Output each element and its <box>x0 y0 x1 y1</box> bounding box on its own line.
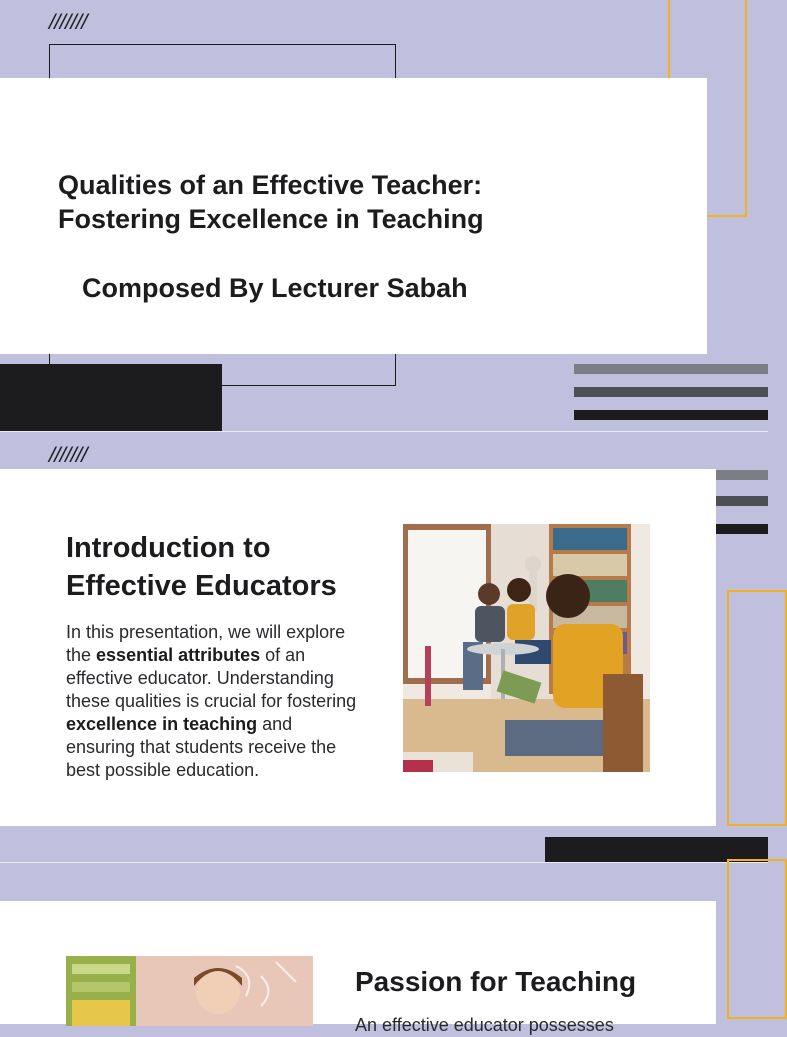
stripe-mid <box>574 387 768 397</box>
title-card <box>0 78 707 354</box>
slide-title-line-2: Fostering Excellence in Teaching <box>58 204 484 234</box>
passion-slide <box>0 863 768 1035</box>
smiling-teacher-photo <box>66 956 313 1026</box>
content-card <box>0 901 716 1035</box>
content-card <box>0 469 716 826</box>
section-heading-line-2: Effective Educators <box>66 570 337 602</box>
stripe-dark <box>716 524 768 534</box>
passion-paragraph: An effective educator possesses <box>355 1015 614 1035</box>
section-heading-line-1: Introduction to <box>66 532 271 564</box>
hatch-decoration: /////// <box>49 10 87 32</box>
stripe-light <box>716 470 768 480</box>
slide-title-line-1: Qualities of an Effective Teacher: <box>58 170 483 200</box>
dark-block <box>0 364 222 431</box>
stripe-mid <box>716 496 768 506</box>
yellow-frame <box>727 859 787 1019</box>
stripe-dark <box>574 410 768 420</box>
stripe-light <box>574 364 768 374</box>
emphasis-essential-attributes: essential attributes <box>96 645 261 665</box>
title-slide <box>0 0 768 431</box>
intro-paragraph: In this presentation, we will explore the essential attributes of an effective educator. Understanding these qualities is crucial for fostering excellence in teaching and ensuring that students receive the best possible education. <box>66 622 357 780</box>
introduction-slide <box>0 432 768 862</box>
classroom-students-reading-photo <box>403 524 650 772</box>
emphasis-excellence-in-teaching: excellence in teaching <box>66 714 258 734</box>
yellow-frame <box>727 590 787 826</box>
author-byline: Composed By Lecturer Sabah <box>82 273 468 303</box>
section-heading: Passion for Teaching <box>355 966 637 997</box>
hatch-decoration: /////// <box>49 443 87 465</box>
